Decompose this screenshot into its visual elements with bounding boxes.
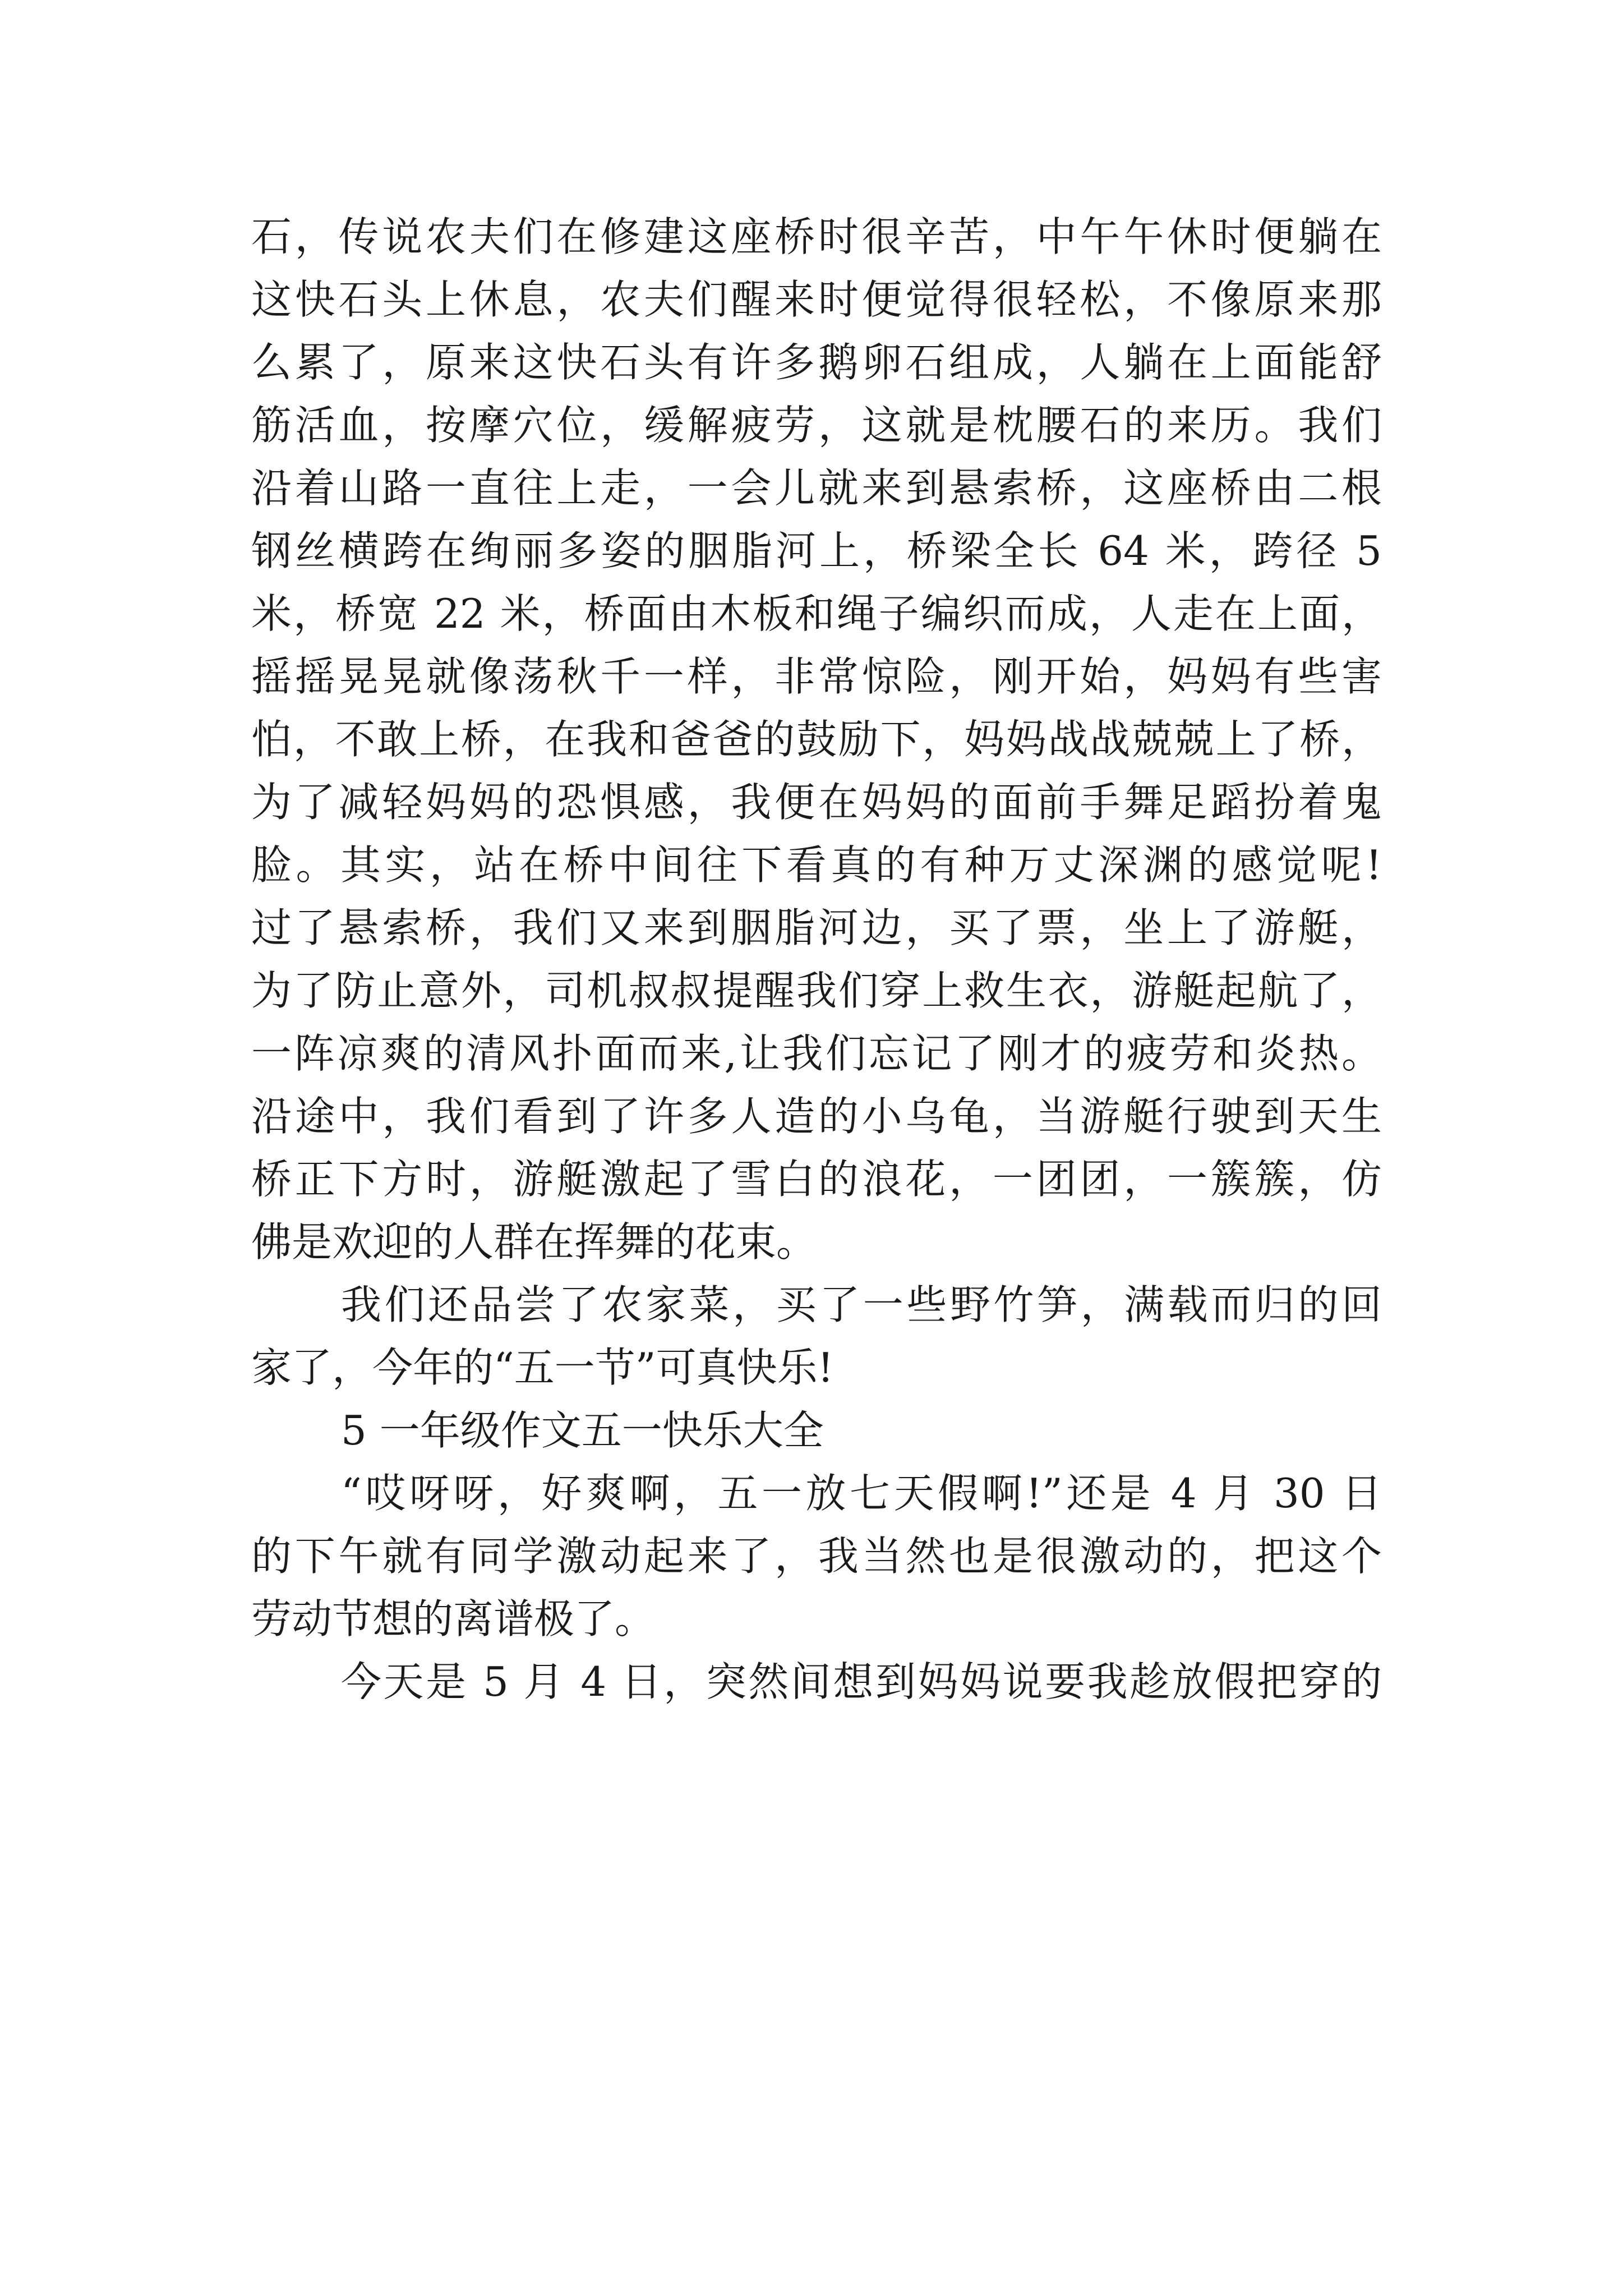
text-line: 沿途中，我们看到了许多人造的小乌龟，当游艇行驶到天生 (251, 1093, 1382, 1140)
text-line: 桥正下方时，游艇激起了雪白的浪花，一团团，一簇簇，仿 (251, 1156, 1382, 1203)
text-line: 怕，不敢上桥，在我和爸爸的鼓励下，妈妈战战兢兢上了桥， (251, 716, 1382, 763)
text-line: 沿着山路一直往上走，一会儿就来到悬索桥，这座桥由二根 (251, 464, 1382, 512)
body-text (251, 205, 1382, 1713)
text-line: 么累了，原来这快石头有许多鹅卵石组成，人躺在上面能舒 (251, 339, 1382, 386)
text-line: 5 一年级作文五一快乐大全 (341, 1407, 824, 1454)
text-line: 筋活血，按摩穴位，缓解疲劳，这就是枕腰石的来历。我们 (251, 402, 1382, 449)
text-line: 过了悬索桥，我们又来到胭脂河边，买了票，坐上了游艇， (251, 904, 1382, 951)
text-line: “哎呀呀，好爽啊，五一放七天假啊!”还是 4 月 30 日 (341, 1470, 1382, 1517)
text-line: 石，传说农夫们在修建这座桥时很辛苦，中午午休时便躺在 (251, 213, 1382, 260)
text-line: 劳动节想的离谱极了。 (251, 1595, 656, 1642)
text-line: 佛是欢迎的人群在挥舞的花束。 (251, 1218, 817, 1266)
text-line: 我们还品尝了农家菜，买了一些野竹笋，满载而归的回 (341, 1281, 1382, 1328)
text-line: 这快石头上休息，农夫们醒来时便觉得很轻松，不像原来那 (251, 276, 1382, 323)
text-line: 钢丝横跨在绚丽多姿的胭脂河上，桥梁全长 64 米，跨径 5 (251, 527, 1382, 574)
text-line: 一阵凉爽的清风扑面而来,让我们忘记了刚才的疲劳和炎热。 (251, 1030, 1382, 1077)
text-line: 摇摇晃晃就像荡秋千一样，非常惊险，刚开始，妈妈有些害 (251, 653, 1382, 700)
text-line: 的下午就有同学激动起来了，我当然也是很激动的，把这个 (251, 1533, 1382, 1580)
text-line: 脸。其实，站在桥中间往下看真的有种万丈深渊的感觉呢! (251, 841, 1382, 889)
text-line: 为了减轻妈妈的恐惧感，我便在妈妈的面前手舞足蹈扮着鬼 (251, 779, 1382, 826)
text-line: 为了防止意外，司机叔叔提醒我们穿上救生衣，游艇起航了， (251, 967, 1382, 1014)
text-line: 今天是 5 月 4 日，突然间想到妈妈说要我趁放假把穿的 (341, 1658, 1382, 1705)
text-line: 家了，今年的“五一节”可真快乐! (251, 1344, 834, 1391)
text-line: 米，桥宽 22 米，桥面由木板和绳子编织而成，人走在上面， (251, 590, 1382, 637)
